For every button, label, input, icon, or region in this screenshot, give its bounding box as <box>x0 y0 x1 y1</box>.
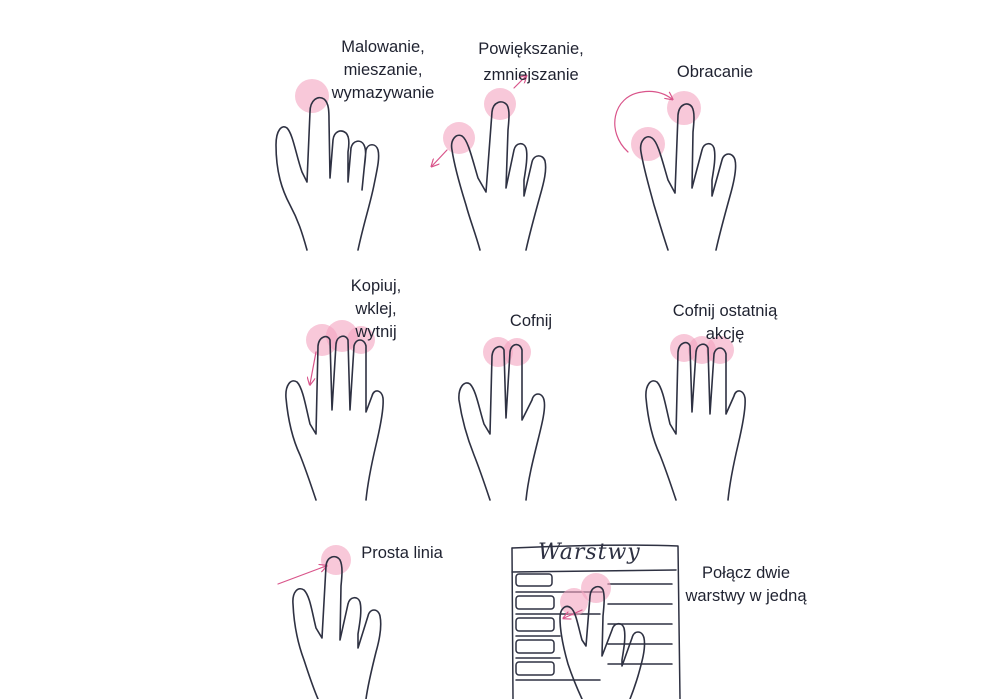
hand-zoom-icon <box>432 76 546 250</box>
label-zoom: Powiększanie, zmniejszanie <box>478 40 584 84</box>
hand-undo-last-icon <box>646 334 745 500</box>
hand-undo-icon <box>459 337 545 500</box>
label-copy: Kopiuj, wklej, wytnij <box>350 277 402 341</box>
hand-rotate-icon <box>615 91 736 250</box>
label-undo-last: Cofnij ostatnią akcję <box>672 302 778 343</box>
label-paint: Malowanie, mieszanie, wymazywanie <box>331 38 435 102</box>
label-line: Prosta linia <box>361 544 443 562</box>
layers-panel-icon <box>512 545 680 699</box>
label-rotate: Obracanie <box>676 63 754 81</box>
layers-panel-title: Warstwy <box>538 540 641 565</box>
hand-copy-icon <box>286 320 383 500</box>
hand-line-icon <box>278 545 381 699</box>
label-merge: Połącz dwie warstwy w jedną <box>685 564 807 605</box>
label-undo: Cofnij <box>509 312 553 330</box>
